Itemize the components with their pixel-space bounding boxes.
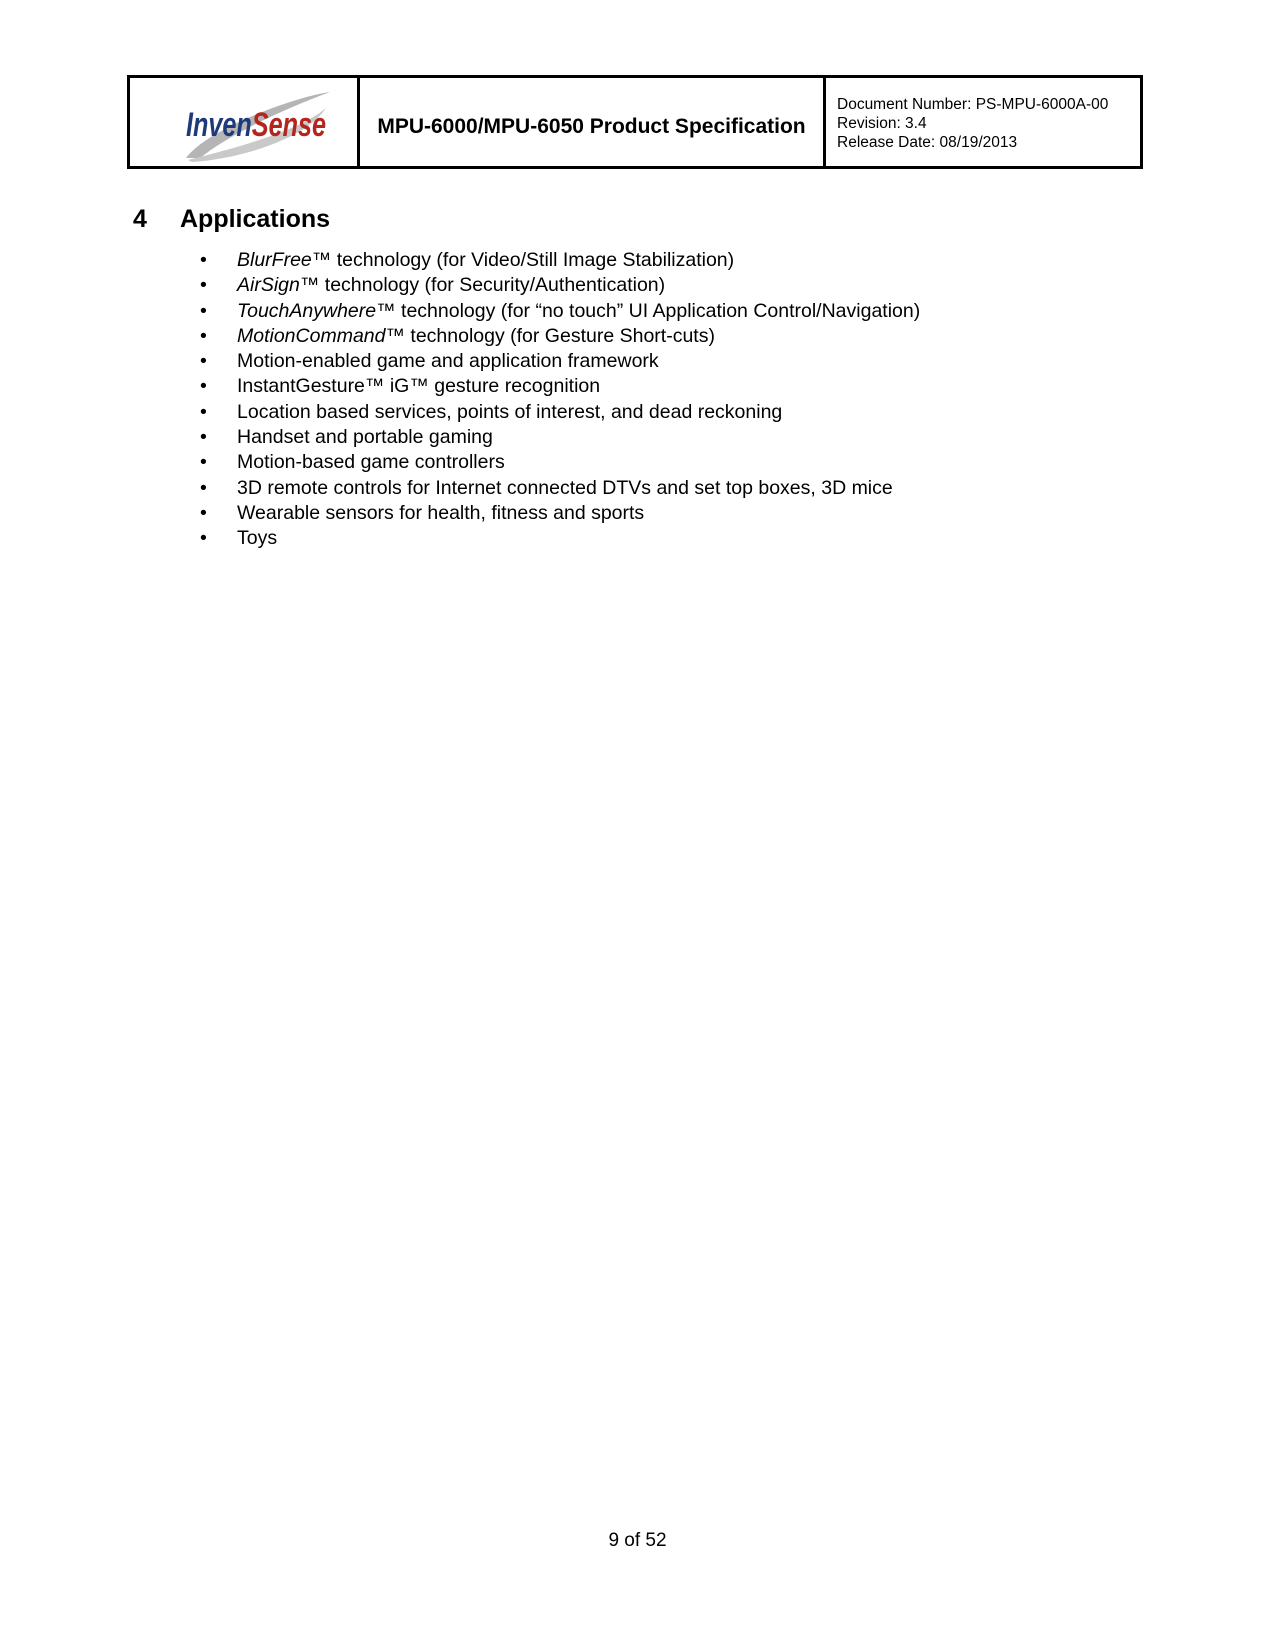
bullet: • [200, 501, 207, 524]
invensense-logo [178, 88, 352, 164]
item-text: ™ technology (for “no touch” UI Application Control/Navigation) [376, 299, 921, 322]
list-item [200, 374, 920, 399]
bullet: • [200, 476, 207, 499]
bullet: • [200, 400, 207, 423]
item-text: ™ technology (for Video/Still Image Stabilization) [311, 249, 735, 271]
list-item [200, 273, 920, 298]
list-item [200, 476, 920, 501]
list-item [200, 400, 920, 425]
section-heading [133, 205, 330, 234]
bullet: • [200, 324, 207, 347]
item-text: Location based services, points of interest, and dead reckoning [237, 400, 783, 423]
revision: Revision: 3.4 [837, 115, 927, 132]
list-item [200, 299, 920, 324]
list-item [200, 248, 920, 273]
bullet: • [200, 527, 207, 550]
list-item [200, 349, 920, 374]
page-number: 9 of 52 [608, 1530, 667, 1551]
bullet: • [200, 451, 207, 474]
brand-name: TouchAnywhere [237, 299, 377, 322]
document-number: Document Number: PS-MPU-6000A-00 [837, 96, 1109, 113]
list-item [200, 425, 920, 450]
document-meta [826, 78, 1140, 166]
bullet: • [200, 350, 207, 373]
document-header [127, 75, 1143, 169]
list-item [200, 450, 920, 475]
brand-name: AirSign [237, 274, 300, 297]
section-number: 4 [133, 205, 147, 233]
bullet: • [200, 274, 207, 297]
logo-cell [130, 78, 360, 166]
item-text: Motion-based game controllers [237, 451, 505, 474]
item-text: Motion-enabled game and application framework [237, 350, 659, 373]
section-title: Applications [180, 205, 331, 233]
bullet: • [200, 426, 207, 449]
item-text: ™ technology (for Gesture Short-cuts) [385, 324, 715, 347]
brand-name: BlurFree [237, 249, 312, 271]
item-text: InstantGesture™ iG™ gesture recognition [237, 375, 601, 398]
item-text: ™ technology (for Security/Authentication) [299, 274, 666, 297]
bullet: • [200, 249, 207, 271]
list-item [200, 324, 920, 349]
item-text: Wearable sensors for health, fitness and sports [237, 501, 645, 524]
document-title: MPU-6000/MPU-6050 Product Specification [360, 78, 826, 166]
bullet: • [200, 299, 207, 322]
logo-text: InvenSense [186, 106, 352, 144]
item-text: Toys [237, 527, 278, 550]
applications-list [200, 248, 920, 552]
item-text: Handset and portable gaming [237, 426, 493, 449]
brand-name: MotionCommand [237, 324, 386, 347]
list-item [200, 501, 920, 526]
item-text: 3D remote controls for Internet connected DTVs and set top boxes, 3D mice [237, 476, 893, 499]
list-item [200, 526, 920, 551]
bullet: • [200, 375, 207, 398]
release-date: Release Date: 08/19/2013 [837, 134, 1018, 151]
